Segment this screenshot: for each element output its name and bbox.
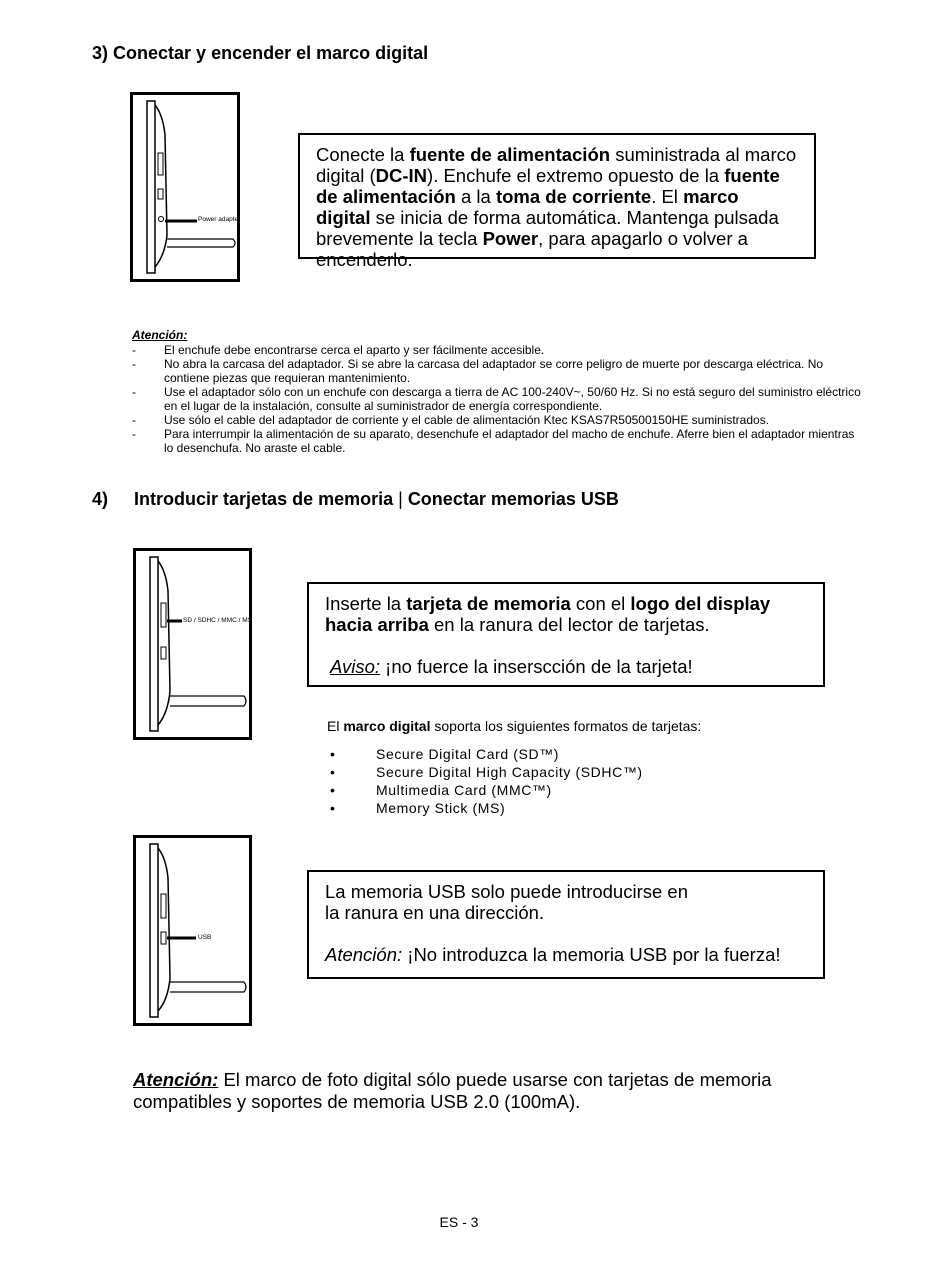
warning-item: - Use el adaptador sólo con un enchufe con descarga a tierra de AC 100-240V~, 50/60 Hz. Si no está seguro del suministro eléctrico en el lugar de la instalación, consulte al suministrador de energía correspondiente. — [132, 385, 862, 413]
atencion-label: Atención: — [325, 944, 403, 965]
atencion-text: ¡No introduzca la memoria USB por la fuerza! — [402, 944, 781, 965]
text: Inserte la — [325, 593, 407, 614]
frame-side-illustration — [136, 838, 249, 1023]
emphasis: logo del display hacia arriba — [325, 593, 771, 635]
section-4-title-b: Conectar memorias USB — [407, 489, 619, 509]
warning-item: - Para interrumpir la alimentación de su aparato, desenchufe el adaptador del macho de enchufe. Aferre bien el adaptador mientras lo desenchufa. No araste el cable. — [132, 427, 862, 455]
card-slot-label: SD / SDHC / MMC / MS — [183, 617, 252, 624]
formats-intro — [327, 718, 701, 734]
section-3-heading — [92, 43, 428, 64]
card-instructions-text — [325, 593, 807, 635]
text: a la — [455, 186, 496, 207]
frame-side-illustration — [133, 95, 237, 279]
list-item: • Secure Digital Card (SD™) — [330, 745, 643, 763]
figure-card-slot — [133, 548, 252, 740]
text: soporta los siguientes formatos de tarjetas: — [430, 718, 702, 734]
frame-side-illustration — [136, 551, 249, 737]
page-number: ES - 3 — [439, 1214, 479, 1230]
connect-instructions-box — [298, 133, 816, 270]
section-3-title: Conectar y encender el marco digital — [113, 43, 429, 63]
emphasis: DC-IN — [375, 165, 428, 186]
warning-block — [132, 328, 862, 455]
figure-power-adapter — [130, 92, 240, 282]
emphasis: toma de corriente — [495, 186, 652, 207]
warning-item: - No abra la carcasa del adaptador. Si se abre la carcasa del adaptador se corre peligro de muerte por descarga eléctrica. No contiene piezas que requieran mantenimiento. — [132, 357, 862, 385]
emphasis: tarjeta de memoria — [406, 593, 571, 614]
power-adapter-label: Power adapter — [198, 216, 241, 223]
warning-item: - El enchufe debe encontrarse cerca el aparto y ser fácilmente accesible. — [132, 343, 862, 357]
text: . El — [651, 186, 684, 207]
section-3-number: 3) — [92, 43, 109, 63]
figure-usb — [133, 835, 252, 1026]
final-note-label: Atención: — [133, 1069, 219, 1090]
warning-heading: Atención: — [132, 328, 188, 342]
list-item: • Secure Digital High Capacity (SDHC™) — [330, 763, 643, 781]
text: suministrada al marco digital ( — [316, 144, 797, 186]
section-4-separator: | — [393, 489, 408, 509]
emphasis: fuente de alimentación — [409, 144, 611, 165]
text: Conecte la — [316, 144, 410, 165]
list-item: • Memory Stick (MS) — [330, 799, 643, 817]
card-instructions-box — [307, 582, 825, 687]
list-item: • Multimedia Card (MMC™) — [330, 781, 643, 799]
usb-label: USB — [198, 934, 212, 941]
text: , para apagarlo o volver a encenderlo. — [316, 228, 748, 270]
text: con el — [570, 593, 631, 614]
emphasis: marco digital — [343, 718, 431, 734]
usb-line-1: La memoria USB solo puede introducirse en — [325, 881, 688, 902]
card-formats-list — [330, 745, 643, 817]
warning-item: - Use sólo el cable del adaptador de corriente y el cable de alimentación Ktec KSAS7R50500150HE suministrados. — [132, 413, 862, 427]
emphasis: Power — [482, 228, 539, 249]
warning-list — [132, 343, 862, 455]
final-note — [133, 1069, 873, 1113]
section-4-title-a: Introducir tarjetas de memoria — [134, 489, 394, 509]
emphasis: fuente de alimentación — [316, 165, 780, 207]
section-4-heading — [92, 489, 619, 510]
text: El — [327, 718, 344, 734]
text: se inicia de forma automática. Mantenga pulsada brevemente la tecla — [316, 207, 779, 249]
usb-line-2: la ranura en una dirección. — [325, 902, 545, 923]
usb-atencion — [325, 944, 807, 965]
text: en la ranura del lector de tarjetas. — [428, 614, 710, 635]
text: ). Enchufe el extremo opuesto de la — [427, 165, 725, 186]
card-aviso — [325, 656, 807, 677]
aviso-text: ¡no fuerce la inserscción de la tarjeta! — [380, 656, 693, 677]
emphasis: marco digital — [316, 186, 739, 228]
section-4-number: 4) — [92, 489, 109, 509]
final-note-text: El marco de foto digital sólo puede usarse con tarjetas de memoria compatibles y soportes de memoria USB 2.0 (100mA). — [133, 1069, 772, 1112]
aviso-label: Aviso: — [330, 656, 381, 677]
usb-instructions-box — [307, 870, 825, 979]
